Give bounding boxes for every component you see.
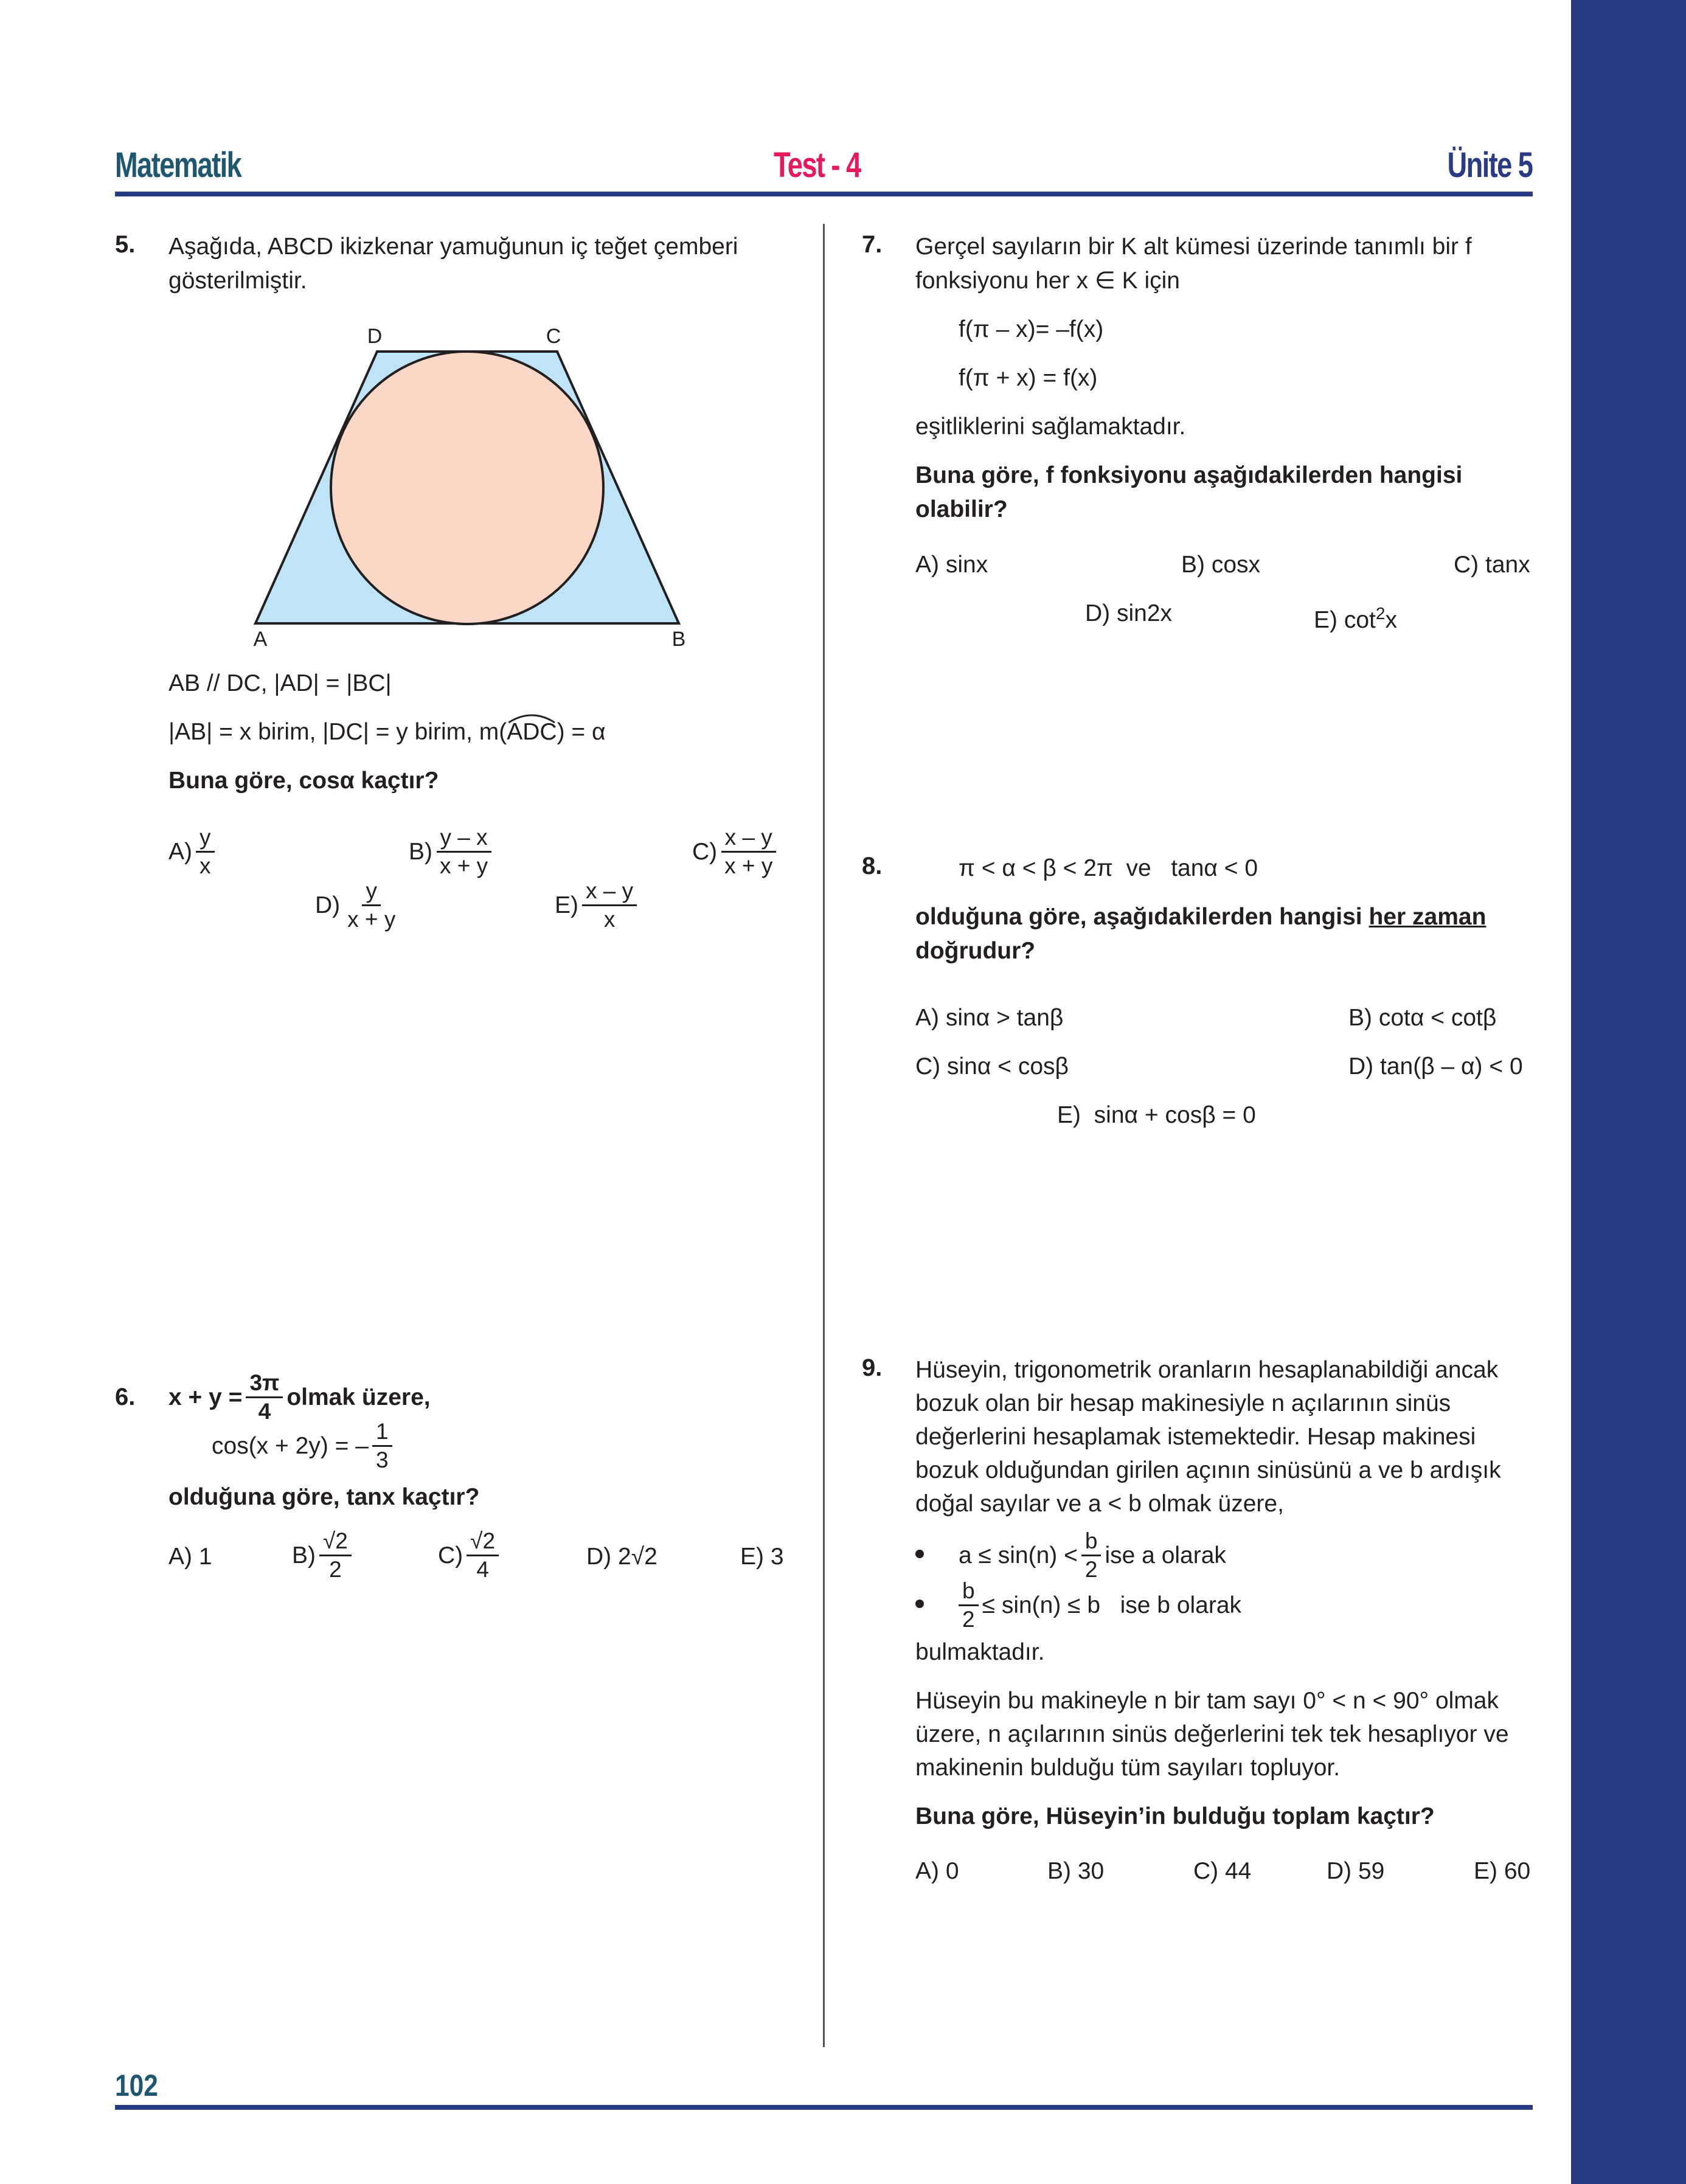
option-label: D) bbox=[315, 892, 341, 918]
bullet-icon bbox=[915, 1600, 924, 1608]
option-b[interactable]: B) 30 bbox=[1047, 1858, 1105, 1884]
option-c[interactable]: C) 44 bbox=[1193, 1858, 1252, 1884]
numerator: 3π bbox=[246, 1370, 283, 1398]
paragraph-line: değerlerini hesaplamak istemektedir. Hesap makinesi bbox=[915, 1424, 1476, 1450]
inscribed-circle bbox=[331, 352, 603, 624]
question-prompt: Buna göre, f fonksiyonu aşağıdakilerden hangisi bbox=[915, 462, 1463, 488]
question-number: 6. bbox=[115, 1384, 136, 1410]
denominator: 2 bbox=[329, 1557, 342, 1582]
option-b[interactable] bbox=[292, 1528, 355, 1583]
equation: f(π + x) = f(x) bbox=[959, 365, 1098, 391]
denominator: x bbox=[603, 907, 616, 932]
numerator: √2 bbox=[319, 1528, 352, 1556]
denominator: 3 bbox=[375, 1447, 389, 1472]
option-c[interactable]: C) sinα < cosβ bbox=[915, 1053, 1069, 1080]
column-divider bbox=[823, 224, 825, 2047]
option-label: A) bbox=[168, 1544, 192, 1570]
numerator: x – y bbox=[721, 824, 776, 853]
angle-name: ADC bbox=[507, 719, 557, 745]
given-text: ) = α bbox=[557, 719, 606, 745]
question-number: 7. bbox=[862, 231, 883, 258]
rule-text: ≤ sin(n) ≤ b ise b olarak bbox=[982, 1592, 1242, 1618]
vertex-label-d: D bbox=[367, 325, 383, 348]
option-fraction bbox=[196, 824, 215, 879]
option-b[interactable]: B) cotα < cotβ bbox=[1348, 1005, 1497, 1031]
option-c[interactable] bbox=[692, 824, 780, 879]
paragraph-line: bulmaktadır. bbox=[915, 1639, 1045, 1665]
option-d[interactable]: D) tan(β – α) < 0 bbox=[1348, 1053, 1523, 1080]
numerator: √2 bbox=[467, 1528, 499, 1556]
footer-rule bbox=[115, 2105, 1533, 2110]
equation-text: cos(x + 2y) = – bbox=[212, 1432, 369, 1459]
denominator: 2 bbox=[962, 1607, 975, 1632]
equation: f(π – x)= –f(x) bbox=[959, 316, 1104, 342]
option-value: 3 bbox=[770, 1544, 784, 1570]
option-d[interactable] bbox=[586, 1540, 657, 1574]
numerator: y bbox=[362, 878, 381, 906]
emphasis-text: her zaman bbox=[1369, 904, 1487, 930]
rule-fraction bbox=[1081, 1528, 1101, 1583]
question-text: Aşağıda, ABCD ikizkenar yamuğunun iç teğet çemberi bbox=[168, 234, 738, 260]
side-color-band bbox=[1571, 0, 1686, 2184]
option-label: B) bbox=[409, 838, 432, 865]
numerator: y – x bbox=[437, 824, 491, 853]
option-label: E) bbox=[555, 892, 578, 918]
numerator: y bbox=[196, 824, 215, 853]
option-fraction bbox=[467, 1528, 499, 1583]
bullet-icon bbox=[915, 1550, 924, 1558]
test-title: Test - 4 bbox=[774, 145, 861, 185]
prompt-text: olduğuna göre, aşağıdakilerden hangisi bbox=[915, 904, 1369, 930]
equation-fraction bbox=[372, 1418, 392, 1474]
rule-text: a ≤ sin(n) < bbox=[959, 1542, 1078, 1569]
option-e[interactable] bbox=[1314, 597, 1397, 637]
option-a[interactable]: A) 0 bbox=[915, 1858, 959, 1884]
paragraph-line: doğal sayılar ve a < b olmak üzere, bbox=[915, 1491, 1284, 1517]
option-d[interactable]: D) sin2x bbox=[1085, 600, 1173, 626]
angle-arc-text bbox=[507, 715, 557, 749]
given-line bbox=[168, 715, 606, 749]
question-prompt: Buna göre, Hüseyin’in bulduğu toplam kaçtır? bbox=[915, 1803, 1435, 1829]
question-text: eşitliklerini sağlamaktadır. bbox=[915, 414, 1186, 440]
equation-fraction bbox=[246, 1370, 283, 1425]
paragraph-line: Hüseyin, trigonometrik oranların hesaplanabildiği ancak bbox=[915, 1357, 1499, 1383]
option-a[interactable] bbox=[168, 1540, 212, 1574]
option-fraction bbox=[721, 824, 776, 879]
numerator: 1 bbox=[372, 1418, 392, 1447]
paragraph-line: bozuk olduğundan girilen açının sinüsünü a ve b ardışık bbox=[915, 1457, 1501, 1483]
question-text: Gerçel sayıların bir K alt kümesi üzerinde tanımlı bir f bbox=[915, 234, 1472, 260]
given-text: |AB| = x birim, |DC| = y birim, m( bbox=[168, 719, 507, 745]
question-text: fonksiyonu her x ∈ K için bbox=[915, 268, 1180, 294]
option-b[interactable] bbox=[409, 824, 495, 879]
option-e[interactable] bbox=[740, 1540, 784, 1574]
vertex-label-a: A bbox=[253, 628, 268, 651]
denominator: x + y bbox=[724, 853, 773, 878]
question-number: 5. bbox=[115, 231, 136, 258]
rule-line bbox=[959, 1528, 1226, 1583]
angle-arc-icon bbox=[507, 712, 557, 724]
option-e[interactable]: E) sinα + cosβ = 0 bbox=[1057, 1102, 1256, 1128]
option-value: 1 bbox=[198, 1544, 212, 1570]
paragraph-line: Hüseyin bu makineyle n bir tam sayı 0° < n < 90° olmak bbox=[915, 1688, 1499, 1714]
question-prompt: olduğuna göre, tanx kaçtır? bbox=[168, 1484, 480, 1510]
option-value: 2√2 bbox=[618, 1544, 657, 1570]
paragraph-line: bozuk olan bir hesap makinesiyle n açılarının sinüs bbox=[915, 1390, 1451, 1416]
option-label: A) bbox=[168, 838, 192, 865]
rule-fraction bbox=[959, 1578, 979, 1633]
option-text: E) cot bbox=[1314, 607, 1376, 633]
option-fraction bbox=[344, 878, 399, 933]
denominator: x bbox=[199, 853, 211, 878]
option-fraction bbox=[582, 878, 637, 933]
vertex-label-b: B bbox=[671, 628, 686, 651]
option-d[interactable]: D) 59 bbox=[1327, 1858, 1385, 1884]
question-number: 9. bbox=[862, 1354, 883, 1381]
trapezoid-figure bbox=[243, 322, 706, 651]
option-e[interactable] bbox=[555, 878, 640, 933]
option-a[interactable]: A) sinα > tanβ bbox=[915, 1005, 1064, 1031]
numerator: b bbox=[1081, 1528, 1101, 1556]
option-c[interactable] bbox=[438, 1528, 502, 1583]
denominator: x + y bbox=[440, 853, 488, 878]
numerator: x – y bbox=[582, 878, 637, 906]
question-text: gösterilmiştir. bbox=[168, 268, 307, 294]
paragraph-line: üzere, n açılarının sinüs değerlerini tek tek hesaplıyor ve bbox=[915, 1721, 1509, 1747]
rule-text: ise a olarak bbox=[1105, 1542, 1226, 1569]
option-label: B) bbox=[292, 1542, 316, 1569]
question-prompt bbox=[915, 900, 1486, 934]
question-prompt: olabilir? bbox=[915, 496, 1008, 522]
denominator: 2 bbox=[1084, 1557, 1098, 1582]
question-prompt: Buna göre, cosα kaçtır? bbox=[168, 768, 439, 794]
numerator: b bbox=[959, 1578, 979, 1606]
equation-text: x + y = bbox=[168, 1384, 243, 1410]
option-fraction bbox=[436, 824, 491, 879]
option-label: C) bbox=[692, 838, 718, 865]
option-b[interactable]: B) cosx bbox=[1181, 552, 1261, 578]
option-c[interactable]: C) tanx bbox=[1454, 552, 1530, 578]
denominator: x + y bbox=[347, 907, 396, 932]
option-label: E) bbox=[740, 1544, 764, 1570]
question-equation bbox=[212, 1418, 396, 1474]
denominator: 4 bbox=[476, 1557, 489, 1582]
question-prompt: doğrudur? bbox=[915, 938, 1036, 964]
header-rule bbox=[115, 192, 1533, 196]
option-a[interactable]: A) sinx bbox=[915, 552, 988, 578]
unit-title: Ünite 5 bbox=[1447, 145, 1532, 185]
subject-title: Matematik bbox=[115, 145, 241, 185]
equation-text: olmak üzere, bbox=[286, 1384, 431, 1410]
paragraph-line: makinenin bulduğu tüm sayıları topluyor. bbox=[915, 1755, 1341, 1781]
option-a[interactable] bbox=[168, 824, 218, 879]
option-e[interactable]: E) 60 bbox=[1474, 1858, 1531, 1884]
option-d[interactable] bbox=[315, 878, 403, 933]
question-number: 8. bbox=[862, 853, 883, 879]
option-text: x bbox=[1385, 607, 1397, 633]
rule-line bbox=[955, 1578, 1241, 1633]
option-label: D) bbox=[586, 1544, 612, 1570]
page-number: 102 bbox=[115, 2068, 158, 2103]
condition: π < α < β < 2π ve tanα < 0 bbox=[959, 855, 1258, 881]
denominator: 4 bbox=[258, 1399, 271, 1424]
vertex-label-c: C bbox=[546, 325, 561, 348]
given-line: AB // DC, |AD| = |BC| bbox=[168, 670, 392, 696]
superscript: 2 bbox=[1375, 604, 1386, 623]
option-fraction bbox=[319, 1528, 352, 1583]
question-text bbox=[168, 1370, 431, 1425]
option-label: C) bbox=[438, 1542, 463, 1569]
